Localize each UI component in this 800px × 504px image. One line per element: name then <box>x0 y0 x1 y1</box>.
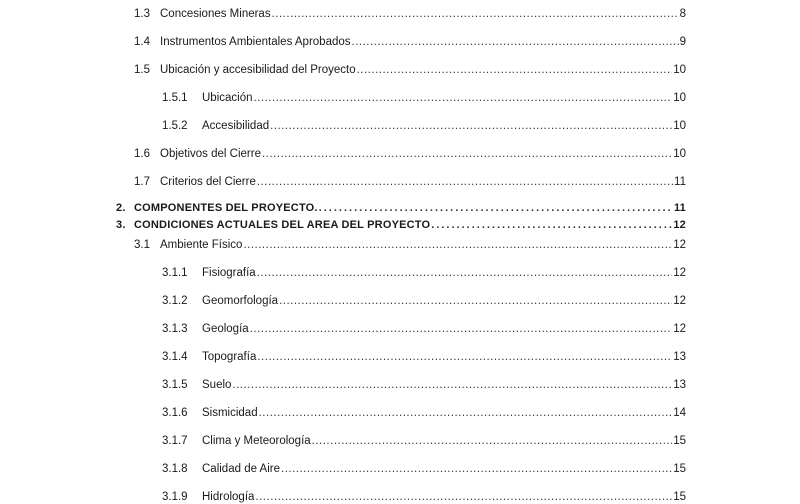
toc-entry-title: Instrumentos Ambientales Aprobados <box>160 36 351 48</box>
toc-entry-page: 13 <box>673 379 686 391</box>
toc-entry-title: COMPONENTES DEL PROYECTO. <box>134 202 318 214</box>
toc-entry-title: Sismicidad <box>202 407 258 419</box>
toc-entry-title: Clima y Meteorología <box>202 435 311 447</box>
dot-leader <box>259 406 673 420</box>
toc-entry-page: 10 <box>673 148 686 160</box>
toc-entry[interactable] <box>162 490 686 504</box>
toc-entry-number: 3.1.4 <box>162 351 188 363</box>
toc-entry-number: 2. <box>116 202 126 214</box>
toc-entry[interactable] <box>162 406 686 420</box>
toc-entry-title: Hidrología <box>202 491 255 503</box>
toc-entry-number: 1.3 <box>134 8 150 20</box>
toc-entry[interactable] <box>162 91 686 105</box>
toc-entry-page: 12 <box>673 267 686 279</box>
toc-entry[interactable] <box>162 119 686 133</box>
dot-leader <box>254 91 673 105</box>
toc-entry[interactable] <box>162 462 686 476</box>
toc-entry-page: 12 <box>673 323 686 335</box>
toc-entry[interactable] <box>162 294 686 308</box>
toc-entry-title: Geología <box>202 323 249 335</box>
toc-entry-title: Suelo <box>202 379 232 391</box>
toc-entry[interactable] <box>134 238 686 252</box>
toc-entry-number: 3.1.1 <box>162 267 188 279</box>
toc-entry-page: 10 <box>673 120 686 132</box>
toc-entry-number: 3.1.3 <box>162 323 188 335</box>
toc-entry-page: 15 <box>673 491 686 503</box>
toc-entry-number: 3.1.8 <box>162 463 188 475</box>
toc-entry-page: 9 <box>679 36 686 48</box>
toc-entry-page: 15 <box>673 435 686 447</box>
toc-entry-chapter[interactable] <box>116 218 686 232</box>
toc-entry-title: Concesiones Mineras <box>160 8 271 20</box>
dot-leader <box>279 294 672 308</box>
dot-leader <box>272 7 679 21</box>
toc-entry[interactable] <box>134 63 686 77</box>
toc-entry-title: Accesibilidad <box>202 120 270 132</box>
toc-entry-page: 14 <box>673 407 686 419</box>
toc-entry-title: Objetivos del Cierre <box>160 148 261 160</box>
toc-entry-number: 3.1.6 <box>162 407 188 419</box>
toc-entry-number: 1.5 <box>134 64 150 76</box>
dot-leader <box>312 434 673 448</box>
toc-entry-page: 13 <box>673 351 686 363</box>
dot-leader <box>352 35 679 49</box>
toc-entry-number: 1.5.1 <box>162 92 188 104</box>
toc-entry-page: 10 <box>673 92 686 104</box>
toc-entry-title: Ubicación <box>202 92 253 104</box>
dot-leader <box>257 175 673 189</box>
dot-leader <box>250 322 673 336</box>
toc-entry[interactable] <box>134 147 686 161</box>
dot-leader <box>270 119 672 133</box>
toc-entry-chapter[interactable] <box>116 201 686 215</box>
toc-entry-number: 3.1.7 <box>162 435 188 447</box>
toc-entry-page: 10 <box>673 64 686 76</box>
toc-entry[interactable] <box>162 266 686 280</box>
toc-entry-page: 8 <box>679 8 686 20</box>
dot-leader <box>243 238 672 252</box>
toc-entry-number: 3. <box>116 219 126 231</box>
toc-entry[interactable] <box>162 322 686 336</box>
dot-leader <box>357 63 673 77</box>
dot-leader <box>431 218 672 232</box>
toc-entry-title: Fisiografía <box>202 267 256 279</box>
toc-entry[interactable] <box>162 350 686 364</box>
toc-entry-number: 1.6 <box>134 148 150 160</box>
dot-leader <box>257 266 673 280</box>
toc-entry-title: Calidad de Aire <box>202 463 280 475</box>
toc-entry-page: 12 <box>673 219 686 231</box>
dot-leader <box>232 378 672 392</box>
dot-leader <box>257 350 672 364</box>
toc-entry[interactable] <box>134 175 686 189</box>
toc-entry-number: 1.7 <box>134 176 150 188</box>
toc-entry[interactable] <box>162 378 686 392</box>
toc-entry[interactable] <box>134 7 686 21</box>
dot-leader <box>262 147 672 161</box>
toc-entry-title: CONDICIONES ACTUALES DEL AREA DEL PROYECTO <box>134 219 431 231</box>
dot-leader <box>281 462 672 476</box>
toc-entry-number: 3.1.5 <box>162 379 188 391</box>
toc-entry-page: 11 <box>673 202 686 214</box>
toc-entry-title: Geomorfología <box>202 295 279 307</box>
toc-entry-number: 3.1.2 <box>162 295 188 307</box>
toc-entry-number: 1.5.2 <box>162 120 188 132</box>
toc-entry-number: 3.1.9 <box>162 491 188 503</box>
toc-entry-page: 11 <box>674 176 686 188</box>
toc-entry-number: 1.4 <box>134 36 150 48</box>
toc-entry-title: Ambiente Físico <box>160 239 243 251</box>
toc-entry-page: 12 <box>673 239 686 251</box>
toc-entry-page: 15 <box>673 463 686 475</box>
dot-leader <box>319 201 673 215</box>
toc-entry[interactable] <box>134 35 686 49</box>
toc-entry-title: Criterios del Cierre <box>160 176 256 188</box>
dot-leader <box>255 490 672 504</box>
toc-entry-title: Ubicación y accesibilidad del Proyecto <box>160 64 356 76</box>
toc-entry[interactable] <box>162 434 686 448</box>
toc-entry-title: Topografía <box>202 351 257 363</box>
toc-entry-page: 12 <box>673 295 686 307</box>
toc-entry-number: 3.1 <box>134 239 150 251</box>
